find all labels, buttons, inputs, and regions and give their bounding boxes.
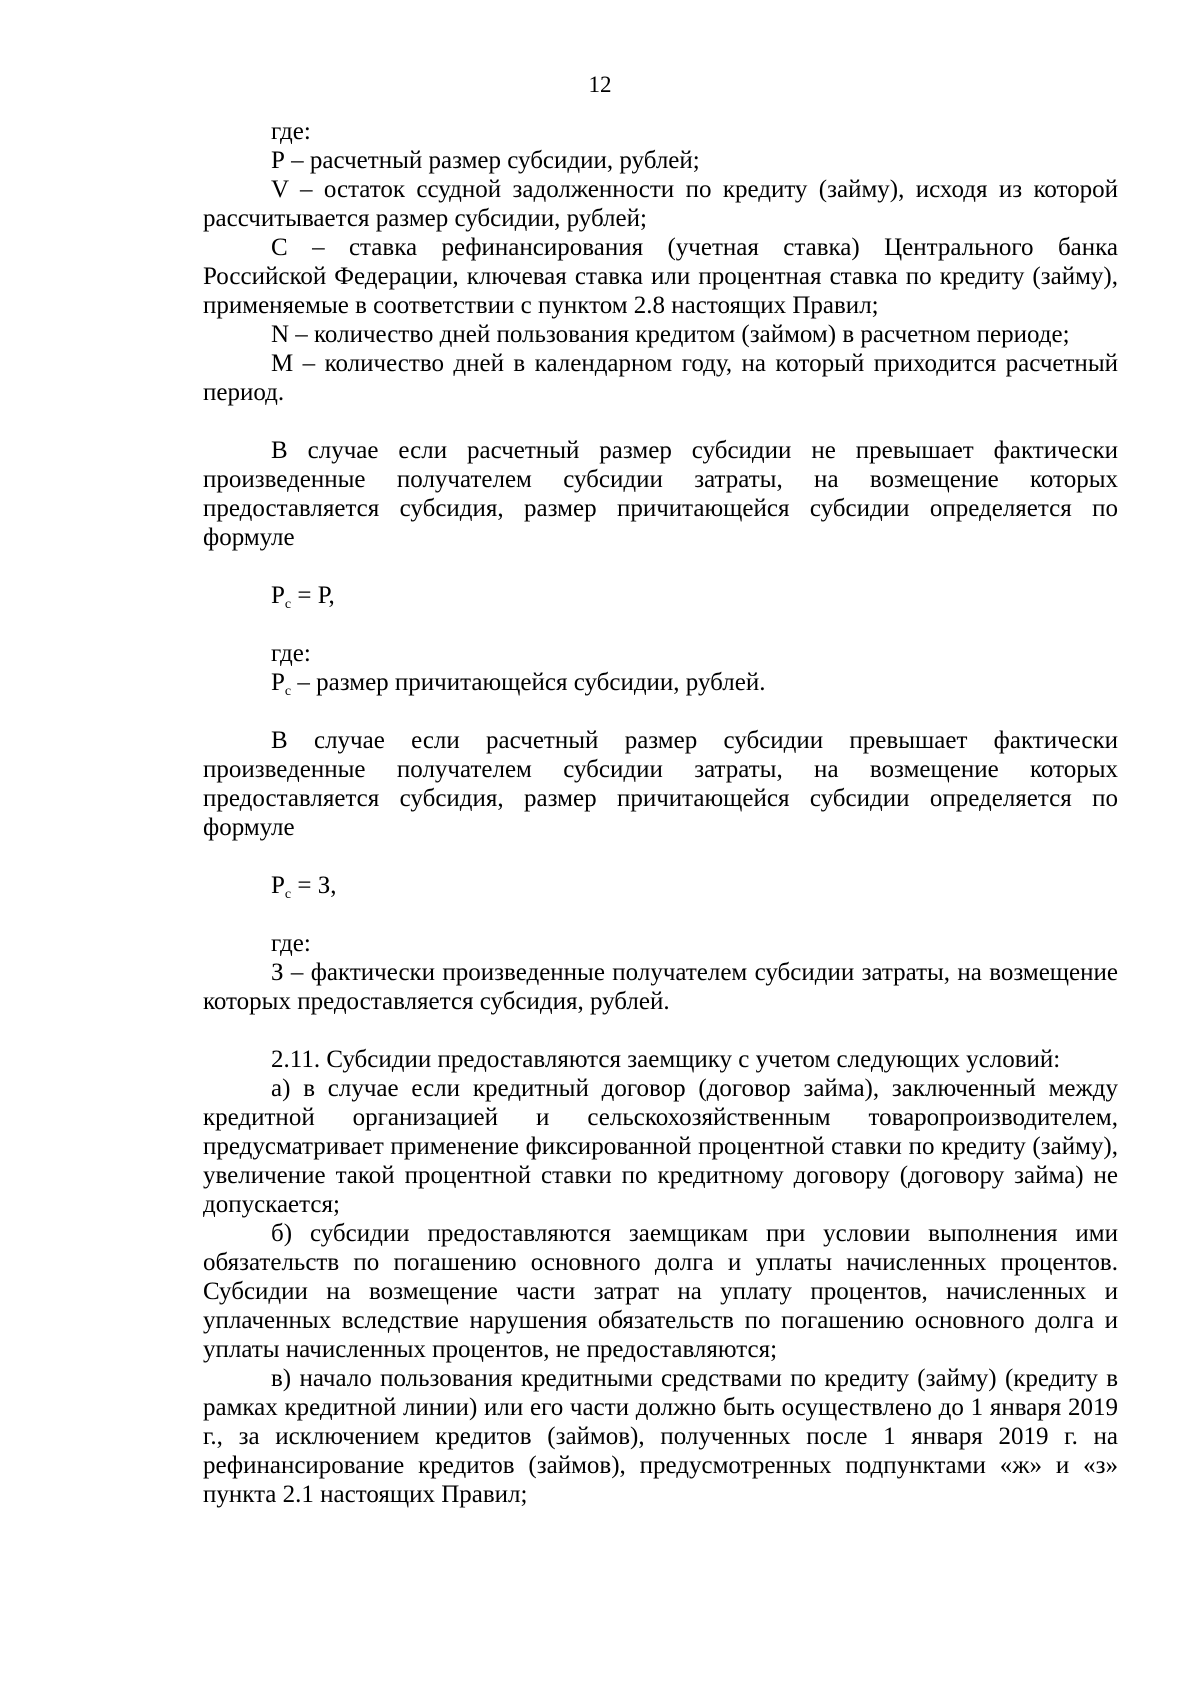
case-paragraph-1: В случае если расчетный размер субсидии не превышает фактически произведенные получателем субсидии затраты, на возмещение которых предоставляется субсидия, размер причитающейся субсидии определяется по формуле bbox=[203, 437, 1118, 551]
definition-c: С – ставка рефинансирования (учетная ставка) Центрального банка Российской Федерации, ключевая ставка или процентная ставка по кредиту (займу), применяемые в соответствии с пунктом 2.8 настоящих Правил; bbox=[203, 234, 1118, 319]
condition-v: в) начало пользования кредитными средствами по кредиту (займу) (кредиту в рамках кредитной линии) или его части должно быть осуществлено до 1 января 2019 г., за исключением кредитов (займов), полученных после 1 января 2019 г. на рефинансирование кредитов (займов), предусмотренных подпунктами «ж» и «з» пункта 2.1 настоящих Правил; bbox=[203, 1365, 1118, 1508]
definition-v: V – остаток ссудной задолженности по кредиту (займу), исходя из которой рассчитывается размер субсидии, рублей; bbox=[203, 176, 1118, 232]
page-number: 12 bbox=[588, 72, 612, 97]
definition-m: М – количество дней в календарном году, на который приходится расчетный период. bbox=[203, 350, 1118, 406]
formula-2: $Р_с = З$, bbox=[271, 872, 337, 902]
where-label-1: где: bbox=[271, 118, 311, 145]
definition-pc: $Р_с$ – размер причитающейся субсидии, рублей. bbox=[271, 669, 766, 699]
condition-a: а) в случае если кредитный договор (договор займа), заключенный между кредитной организацией и сельскохозяйственным товаропроизводителем, предусматривает применение фиксированной процентной ставки по кредиту (займу), увеличение такой процентной ставки по кредитному договору (договору займа) не допускается; bbox=[203, 1075, 1118, 1218]
page-content bbox=[203, 117, 1118, 1509]
definition-n: N – количество дней пользования кредитом (займом) в расчетном периоде; bbox=[271, 321, 1070, 348]
where-label-2: где: bbox=[271, 640, 311, 667]
definition-p: Р – расчетный размер субсидии, рублей; bbox=[271, 147, 700, 174]
definition-z: З – фактически произведенные получателем субсидии затраты, на возмещение которых предоставляется субсидия, рублей. bbox=[203, 959, 1118, 1015]
section-2-11: 2.11. Субсидии предоставляются заемщику с учетом следующих условий: bbox=[271, 1046, 1061, 1073]
formula-1: $Р_с = Р$, bbox=[271, 582, 335, 612]
where-label-3: где: bbox=[271, 930, 311, 957]
condition-b: б) субсидии предоставляются заемщикам при условии выполнения ими обязательств по погашению основного долга и уплаты начисленных процентов. Субсидии на возмещение части затрат на уплату процентов, начисленных и уплаченных вследствие нарушения обязательств по погашению основного долга и уплаты начисленных процентов, не предоставляются; bbox=[203, 1220, 1118, 1363]
case-paragraph-2: В случае если расчетный размер субсидии превышает фактически произведенные получателем субсидии затраты, на возмещение которых предоставляется субсидия, размер причитающейся субсидии определяется по формуле bbox=[203, 727, 1118, 841]
